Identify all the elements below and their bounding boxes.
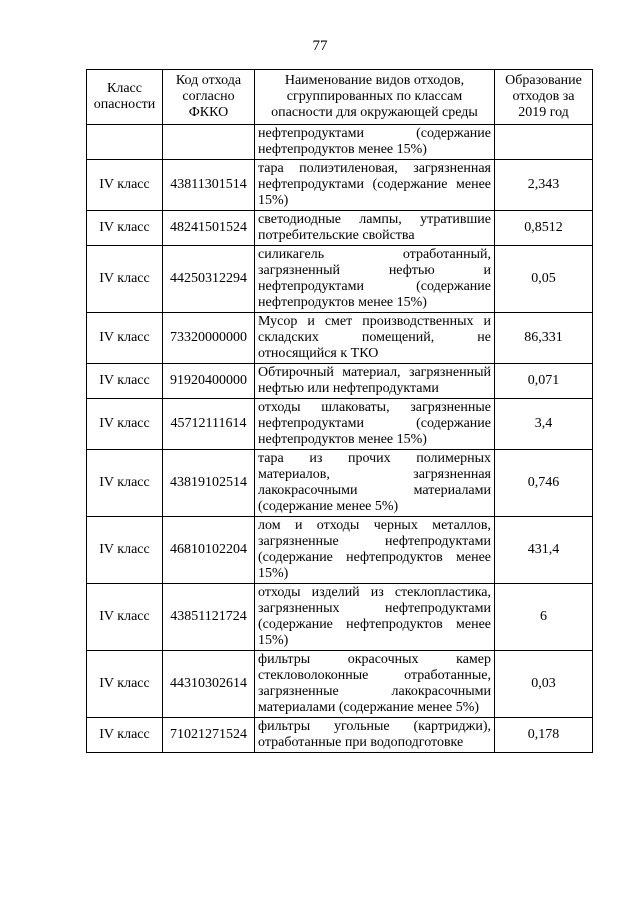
waste-name-cell: силикагель отработанный, загрязненный нефтью и нефтепродуктами (содержание нефтепродуктов менее 15%): [255, 246, 495, 313]
hazard-class-cell: IV класс: [87, 399, 163, 450]
table-row: [87, 584, 593, 651]
waste-code-cell: 45712111614: [163, 399, 255, 450]
table-row: [87, 364, 593, 399]
hazard-class-cell: IV класс: [87, 313, 163, 364]
hazard-class-cell: [87, 125, 163, 160]
waste-amount-cell: 2,343: [495, 160, 593, 211]
header-waste-amount: Образование отходов за 2019 год: [495, 70, 593, 125]
waste-name-cell: тара из прочих полимерных материалов, загрязненная лакокрасочными материалами (содержание менее 5%): [255, 450, 495, 517]
waste-name-cell: фильтры угольные (картриджи), отработанные при водоподготовке: [255, 718, 495, 753]
hazard-class-cell: IV класс: [87, 160, 163, 211]
waste-name-cell: отходы изделий из стеклопластика, загрязненных нефтепродуктами (содержание нефтепродуктов менее 15%): [255, 584, 495, 651]
waste-code-cell: 43819102514: [163, 450, 255, 517]
table-row: [87, 211, 593, 246]
waste-name-cell: нефтепродуктами (содержание нефтепродуктов менее 15%): [255, 125, 495, 160]
table-row: [87, 517, 593, 584]
waste-code-cell: 46810102204: [163, 517, 255, 584]
waste-code-cell: 71021271524: [163, 718, 255, 753]
page-number: 77: [312, 38, 328, 54]
hazard-class-cell: IV класс: [87, 364, 163, 399]
header-waste-code: Код отхода согласно ФККО: [163, 70, 255, 125]
waste-code-cell: 44310302614: [163, 651, 255, 718]
waste-amount-cell: 0,05: [495, 246, 593, 313]
waste-name-cell: светодиодные лампы, утратившие потребительские свойства: [255, 211, 495, 246]
waste-name-cell: Мусор и смет производственных и складских помещений, не относящийся к ТКО: [255, 313, 495, 364]
waste-code-cell: 91920400000: [163, 364, 255, 399]
hazard-class-cell: IV класс: [87, 211, 163, 246]
hazard-class-cell: IV класс: [87, 718, 163, 753]
waste-name-cell: Обтирочный материал, загрязненный нефтью или нефтепродуктами: [255, 364, 495, 399]
waste-amount-cell: 0,178: [495, 718, 593, 753]
table-row: [87, 450, 593, 517]
table-row: [87, 718, 593, 753]
waste-amount-cell: 3,4: [495, 399, 593, 450]
waste-code-cell: 48241501524: [163, 211, 255, 246]
waste-name-cell: фильтры окрасочных камер стекловолоконные отработанные, загрязненные лакокрасочными материалами (содержание менее 5%): [255, 651, 495, 718]
waste-code-cell: [163, 125, 255, 160]
table-row: [87, 160, 593, 211]
hazard-class-cell: IV класс: [87, 450, 163, 517]
waste-amount-cell: 6: [495, 584, 593, 651]
waste-amount-cell: 431,4: [495, 517, 593, 584]
waste-code-cell: 43851121724: [163, 584, 255, 651]
waste-amount-cell: 86,331: [495, 313, 593, 364]
hazard-class-cell: IV класс: [87, 246, 163, 313]
hazard-class-cell: IV класс: [87, 651, 163, 718]
waste-amount-cell: 0,746: [495, 450, 593, 517]
table-row: [87, 125, 593, 160]
table-row: [87, 246, 593, 313]
waste-name-cell: лом и отходы черных металлов, загрязненные нефтепродуктами (содержание нефтепродуктов менее 15%): [255, 517, 495, 584]
table-row: [87, 651, 593, 718]
waste-table: [86, 69, 593, 753]
waste-amount-cell: 0,8512: [495, 211, 593, 246]
waste-code-cell: 73320000000: [163, 313, 255, 364]
waste-amount-cell: [495, 125, 593, 160]
waste-name-cell: тара полиэтиленовая, загрязненная нефтепродуктами (содержание менее 15%): [255, 160, 495, 211]
waste-code-cell: 44250312294: [163, 246, 255, 313]
waste-name-cell: отходы шлаковаты, загрязненные нефтепродуктами (содержание нефтепродуктов менее 15%): [255, 399, 495, 450]
table-row: [87, 313, 593, 364]
waste-amount-cell: 0,03: [495, 651, 593, 718]
waste-code-cell: 43811301514: [163, 160, 255, 211]
header-waste-name: Наименование видов отходов, сгруппированных по классам опасности для окружающей среды: [255, 70, 495, 125]
hazard-class-cell: IV класс: [87, 584, 163, 651]
table-header-row: [87, 70, 593, 125]
header-hazard-class: Класс опасности: [87, 70, 163, 125]
table-row: [87, 399, 593, 450]
waste-amount-cell: 0,071: [495, 364, 593, 399]
hazard-class-cell: IV класс: [87, 517, 163, 584]
